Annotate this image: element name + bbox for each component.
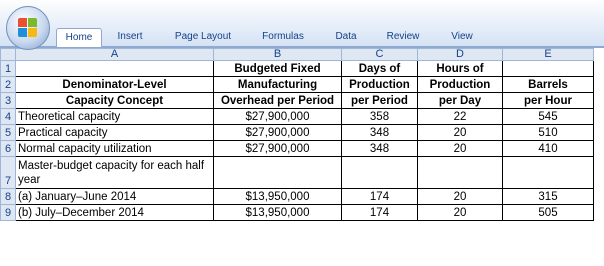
- cell-d3[interactable]: per Day: [418, 93, 503, 109]
- office-button[interactable]: [6, 6, 50, 50]
- barrels-cell[interactable]: 545: [503, 109, 594, 125]
- hours-cell[interactable]: 22: [418, 109, 503, 125]
- tab-data[interactable]: Data: [335, 31, 357, 42]
- days-cell[interactable]: 358: [342, 109, 418, 125]
- table-row: [1, 157, 594, 189]
- worksheet: [0, 48, 604, 221]
- capacity-concept-cell[interactable]: Practical capacity: [16, 125, 214, 141]
- row-number[interactable]: 3: [1, 93, 16, 109]
- cell-d2[interactable]: Production: [418, 77, 503, 93]
- days-cell[interactable]: 174: [342, 205, 418, 221]
- column-header-e[interactable]: E: [503, 49, 594, 61]
- days-cell[interactable]: 348: [342, 141, 418, 157]
- days-cell[interactable]: 348: [342, 125, 418, 141]
- row-number[interactable]: 7: [1, 157, 16, 189]
- cell-e1[interactable]: [503, 61, 594, 77]
- overhead-cell[interactable]: [214, 157, 342, 189]
- tab-view[interactable]: View: [451, 31, 473, 42]
- cell-e3[interactable]: per Hour: [503, 93, 594, 109]
- overhead-cell[interactable]: $27,900,000: [214, 125, 342, 141]
- row-number[interactable]: 2: [1, 77, 16, 93]
- capacity-concept-cell[interactable]: Theoretical capacity: [16, 109, 214, 125]
- barrels-cell[interactable]: [503, 157, 594, 189]
- cell-d1[interactable]: Hours of: [418, 61, 503, 77]
- barrels-cell[interactable]: 410: [503, 141, 594, 157]
- row-number[interactable]: 9: [1, 205, 16, 221]
- row-number[interactable]: 8: [1, 189, 16, 205]
- hours-cell[interactable]: 20: [418, 141, 503, 157]
- hours-cell[interactable]: [418, 157, 503, 189]
- overhead-cell[interactable]: $27,900,000: [214, 141, 342, 157]
- cell-b2[interactable]: Manufacturing: [214, 77, 342, 93]
- hours-cell[interactable]: 20: [418, 125, 503, 141]
- capacity-concept-cell[interactable]: Master-budget capacity for each half year: [16, 157, 214, 189]
- barrels-cell[interactable]: 315: [503, 189, 594, 205]
- column-header-d[interactable]: D: [418, 49, 503, 61]
- cell-b3[interactable]: Overhead per Period: [214, 93, 342, 109]
- cell-c1[interactable]: Days of: [342, 61, 418, 77]
- cell-e2[interactable]: Barrels: [503, 77, 594, 93]
- table-row: [1, 141, 594, 157]
- cell-a1[interactable]: [16, 61, 214, 77]
- tab-page-layout[interactable]: Page Layout: [174, 31, 232, 42]
- tab-formulas[interactable]: Formulas: [262, 31, 304, 42]
- days-cell[interactable]: [342, 157, 418, 189]
- cell-c2[interactable]: Production: [342, 77, 418, 93]
- row-number[interactable]: 5: [1, 125, 16, 141]
- column-header-b[interactable]: B: [214, 49, 342, 61]
- row-number[interactable]: 4: [1, 109, 16, 125]
- barrels-cell[interactable]: 505: [503, 205, 594, 221]
- cell-a2[interactable]: Denominator-Level: [16, 77, 214, 93]
- table-row: [1, 77, 594, 93]
- cell-a3[interactable]: Capacity Concept: [16, 93, 214, 109]
- days-cell[interactable]: 174: [342, 189, 418, 205]
- capacity-concept-cell[interactable]: (a) January–June 2014: [16, 189, 214, 205]
- table-row: [1, 93, 594, 109]
- table-row: [1, 189, 594, 205]
- column-header-a[interactable]: A: [16, 49, 214, 61]
- overhead-cell[interactable]: $13,950,000: [214, 205, 342, 221]
- barrels-cell[interactable]: 510: [503, 125, 594, 141]
- overhead-cell[interactable]: $13,950,000: [214, 189, 342, 205]
- hours-cell[interactable]: 20: [418, 205, 503, 221]
- office-logo-icon: [18, 18, 38, 38]
- hours-cell[interactable]: 20: [418, 189, 503, 205]
- cell-b1[interactable]: Budgeted Fixed: [214, 61, 342, 77]
- row-number[interactable]: 6: [1, 141, 16, 157]
- table-row: [1, 109, 594, 125]
- capacity-concept-cell[interactable]: Normal capacity utilization: [16, 141, 214, 157]
- cell-c3[interactable]: per Period: [342, 93, 418, 109]
- overhead-cell[interactable]: $27,900,000: [214, 109, 342, 125]
- capacity-concept-cell[interactable]: (b) July–December 2014: [16, 205, 214, 221]
- tab-insert[interactable]: Insert: [117, 31, 143, 42]
- table-row: [1, 61, 594, 77]
- row-number[interactable]: 1: [1, 61, 16, 77]
- tab-home[interactable]: Home: [56, 28, 102, 47]
- column-header-row: [1, 49, 594, 61]
- tab-review[interactable]: Review: [386, 31, 420, 42]
- select-all-corner[interactable]: [1, 49, 16, 61]
- column-header-c[interactable]: C: [342, 49, 418, 61]
- table-row: [1, 205, 594, 221]
- table-row: [1, 125, 594, 141]
- worksheet-grid: [0, 48, 594, 221]
